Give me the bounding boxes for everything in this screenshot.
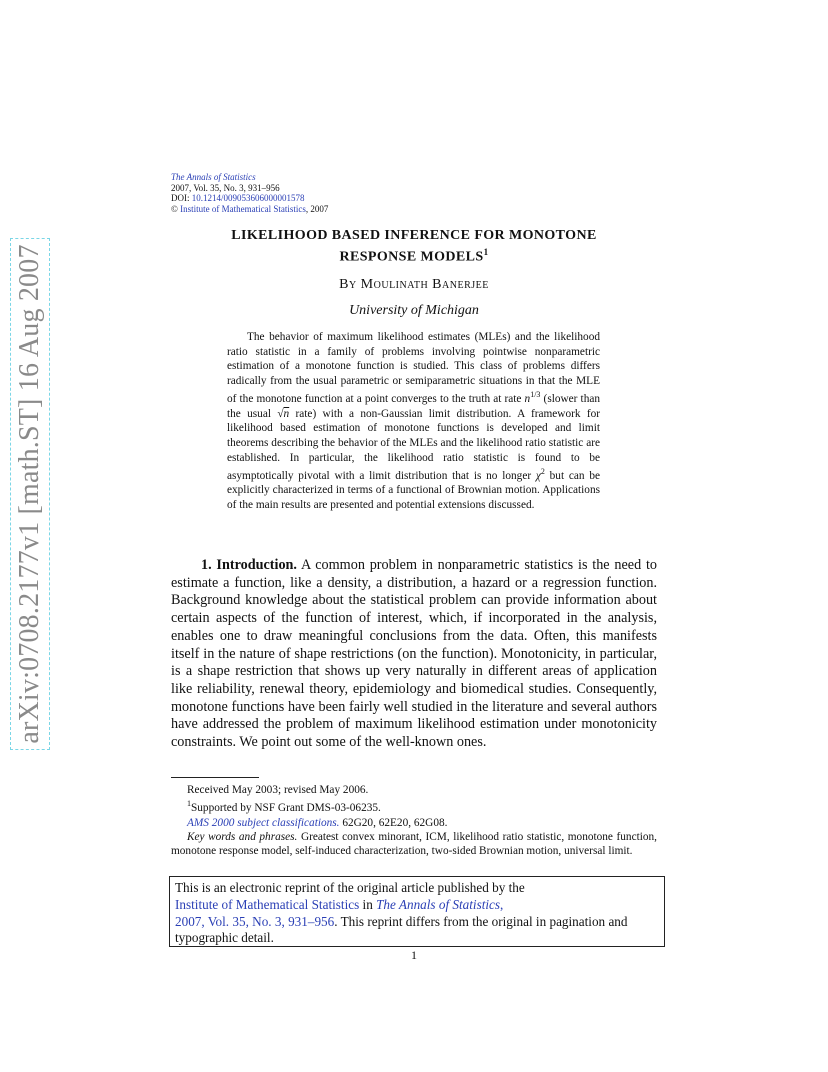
journal-link[interactable]: The Annals of Statistics bbox=[376, 896, 501, 912]
copyright-year: , 2007 bbox=[305, 203, 329, 214]
reprint-notice bbox=[169, 876, 665, 947]
ams-link[interactable]: AMS 2000 subject classifications. bbox=[187, 816, 340, 829]
author-name: By Moulinath Banerjee bbox=[339, 277, 489, 292]
chi-symbol: χ bbox=[535, 469, 541, 482]
keywords-label: Key words and phrases. bbox=[187, 830, 298, 843]
ams-classification bbox=[171, 816, 657, 830]
doi-link[interactable]: 10.1214/009053606000001578 bbox=[191, 193, 305, 203]
keywords-text: Greatest convex minorant, ICM, likelihood ratio statistic, monotone function, monotone response model, self-induced characterization, two-sided Brownian motion, universal limit. bbox=[171, 830, 657, 858]
received-note: Received May 2003; revised May 2006. bbox=[187, 784, 369, 796]
copyright-symbol: © bbox=[171, 203, 178, 214]
paper-title bbox=[171, 227, 657, 266]
support-mark: 1 bbox=[187, 799, 191, 809]
abstract-text-3: rate) with a non-Gaussian limit distribution. A framework for likelihood based estimation of monotone functions is developed and limit theorems describing the behavior of the MLEs and the likelihood ratio statistic are established. In particular, the likelihood ratio statistic is found to be asymptotically pivotal with a limit distribution that is no longer bbox=[227, 407, 601, 482]
title-footnote-mark: 1 bbox=[483, 247, 489, 257]
doi-label: DOI: bbox=[171, 193, 192, 203]
arxiv-identifier: arXiv:0708.2177v1 [math.ST] 16 Aug 2007 bbox=[14, 244, 45, 744]
introduction-text: A common problem in nonparametric statistics is the need to estimate a function, like a density, a distribution, a hazard or a regression function. Background knowledge about the statistical problem can provide information about certain aspects of the function of interest, which, if incorporated in the analysis, enables one to draw meaningful conclusions from the data. Often, this manifests itself in the nature of shape restrictions (on the function). Monotonicity, in particular, is a shape restriction that shows up very naturally in different areas of application like reliability, renewal theory, epidemiology and biomedical studies. Consequently, monotone functions have been fairly well studied in the literature and several authors have addressed the problem of maximum likelihood estimation under monotonicity constraints. We point out some of the well-known ones. bbox=[171, 557, 657, 751]
introduction-section bbox=[171, 557, 657, 752]
journal-header bbox=[171, 172, 328, 214]
ams-codes: 62G20, 62E20, 62G08. bbox=[339, 816, 448, 829]
abstract bbox=[227, 330, 600, 513]
reprint-comma: , bbox=[500, 896, 504, 912]
support-note bbox=[171, 797, 657, 815]
footnotes bbox=[171, 783, 657, 859]
rate-base: n bbox=[524, 393, 531, 406]
abstract-text-4: but can be explicitly characterized in terms of a functional of Brownian motion. Applications of the main results are presented and potential extensions discussed. bbox=[227, 469, 600, 512]
reprint-line-1: This is an electronic reprint of the original article published by the bbox=[175, 880, 525, 895]
rate-exponent: 1/3 bbox=[530, 390, 541, 400]
chi-exponent: 2 bbox=[540, 467, 545, 477]
ims-link[interactable]: Institute of Mathematical Statistics bbox=[180, 203, 306, 214]
abstract-text-1: The behavior of maximum likelihood estimates (MLEs) and the likelihood ratio statistic in a family of problems involving pointwise nonparametric estimation of a monotone function is studied. This class of problems differs radically from the usual parametric or semiparametric situations in that the MLE of the monotone function at a point converges to the truth at rate bbox=[227, 331, 600, 406]
journal-name-link[interactable]: The Annals of Statistics bbox=[171, 172, 256, 182]
title-line-1: LIKELIHOOD BASED INFERENCE FOR MONOTONE bbox=[231, 228, 597, 243]
arxiv-stamp bbox=[10, 238, 50, 750]
reprint-tail: . This reprint differs from the original in pagination and typographic detail. bbox=[175, 913, 628, 946]
keywords bbox=[171, 830, 657, 859]
sqrt-symbol: √ bbox=[277, 407, 284, 420]
section-heading: 1. Introduction. bbox=[201, 557, 297, 573]
support-text: Supported by NSF Grant DMS-03-06235. bbox=[191, 802, 381, 815]
page-number: 1 bbox=[411, 948, 417, 962]
citation-link[interactable]: 2007, Vol. 35, No. 3, 931–956 bbox=[175, 913, 335, 929]
journal-volume: 2007, Vol. 35, No. 3, 931–956 bbox=[171, 182, 280, 193]
title-line-2: RESPONSE MODELS bbox=[339, 249, 484, 265]
abstract-text-2: (slower than the usual bbox=[227, 393, 600, 420]
publisher-link[interactable]: Institute of Mathematical Statistics bbox=[175, 896, 360, 912]
author-affiliation: University of Michigan bbox=[349, 303, 479, 318]
sqrt-argument: n bbox=[283, 407, 290, 420]
footnote-divider bbox=[171, 777, 259, 778]
reprint-in: in bbox=[359, 896, 377, 912]
